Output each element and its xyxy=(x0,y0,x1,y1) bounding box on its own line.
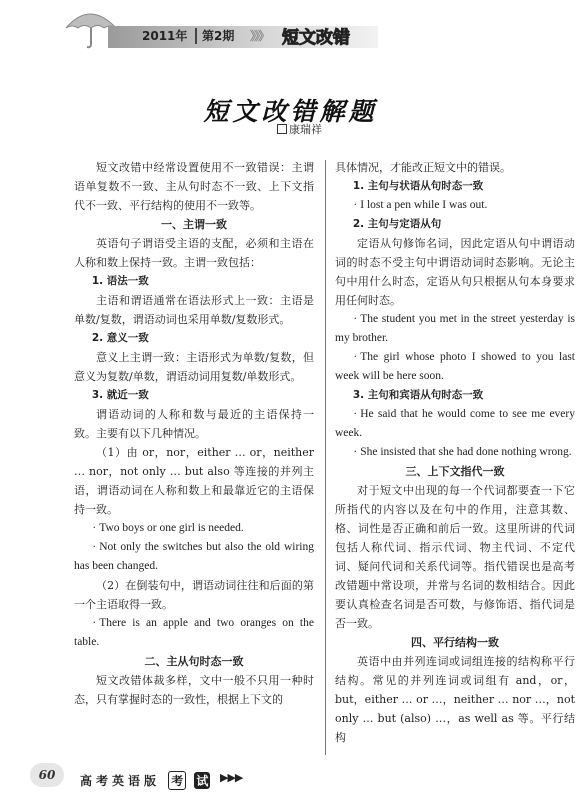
paragraph: 意义上主谓一致：主语形式为单数/复数，但意义为复数/单数，谓语动词用复数/单数形式。 xyxy=(74,351,314,383)
example-sentence: · Not only the switches but also the old wiring has been changed. xyxy=(74,541,314,572)
footer-arrows-icon: ▶▶▶ xyxy=(220,771,243,784)
example-sentence: · She insisted that she had done nothing wrong. xyxy=(353,446,572,458)
paragraph: 短文改错体裁多样，文中一般不只用一种时态，只有掌握时态的一致性，根据上下文的 xyxy=(74,674,314,706)
magazine-name-key: 试 xyxy=(196,774,209,788)
paragraph: 对于短文中出现的每一个代词都要查一下它所指代的内容以及在句中的作用，注意其数、格、词性是否正确和前后一致。这里所讲的代词包括人称代词、指示代词、物主代词、不定代词、疑问代词和关系代词等。指代错误也是高考改错题中常设项，并常与名词的数相结合。因此要认真检查名词是否可数，与修饰语、指代词是否一致。 xyxy=(335,484,575,630)
subsection-heading: 2. 意义一致 xyxy=(91,332,149,344)
example-sentence: · The girl whose photo I showed to you last week will be here soon. xyxy=(335,351,575,382)
page-number: 60 xyxy=(30,763,64,787)
author-name: 康瑞祥 xyxy=(289,123,322,136)
paragraph: 定语从句修饰名词，因此定语从句中谓语动词的时态不受主句中谓语动词时态影响。无论主句中用什么时态，定语从句只根据从句本身要求用任何时态。 xyxy=(335,237,575,307)
paragraph: （2）在倒装句中，谓语动词往往和后面的第一个主语取得一致。 xyxy=(74,579,314,611)
header-issue: 第2期 xyxy=(202,29,235,43)
example-sentence: · The student you met in the street yesterday is my brother. xyxy=(335,313,575,344)
paragraph: 英语中由并列连词或词组连接的结构称平行结构。常见的并列连词或词组有 and，or，but，either … or …，neither … nor …，not only … but (also) …，as well as 等。平行结构 xyxy=(335,655,575,744)
example-sentence: · There is an apple and two oranges on the table. xyxy=(74,617,314,648)
article-title: 短文改错解题 xyxy=(203,97,378,126)
subsection-heading: 3. 主句和宾语从句时态一致 xyxy=(352,389,484,401)
subsection-heading: 3. 就近一致 xyxy=(91,389,149,401)
paragraph: （1）由 or，nor，either … or，neither … nor，not only … but also 等连接的并列主语，谓语动词在人称和数上和最靠近它的主语保持一致。 xyxy=(74,446,314,516)
paragraph: 英语句子谓语受主语的支配，必须和主语在人称和数上保持一致。主谓一致包括： xyxy=(74,237,314,269)
author-line xyxy=(277,121,322,137)
magazine-name-key: 考 xyxy=(168,771,186,790)
example-sentence: · I lost a pen while I was out. xyxy=(353,199,488,211)
paragraph: 主语和谓语通常在语法形式上一致：主语是单数/复数，谓语动词也采用单数/复数形式。 xyxy=(74,294,314,326)
header-separator xyxy=(195,28,197,44)
author-box-icon xyxy=(277,124,287,134)
right-column xyxy=(335,158,575,747)
subsection-heading: 2. 主句与定语从句 xyxy=(352,218,442,230)
header-year: 2011年 xyxy=(142,29,188,43)
header-arrows: 》》》 xyxy=(250,29,269,43)
subsection-heading: 1. 主句与状语从句时态一致 xyxy=(352,180,484,192)
intro-paragraph: 短文改错中经常设置使用不一致错误：主谓语单复数不一致、主从句时态不一致、上下文指代不一致、平行结构的使用不一致等。 xyxy=(74,161,314,212)
section-heading: 四、平行结构一致 xyxy=(411,636,499,649)
column-divider xyxy=(325,160,326,755)
header-column-name: 短文改错 xyxy=(282,28,350,48)
paragraph: 谓语动词的人称和数与最近的主语保持一致。主要有以下几种情况。 xyxy=(74,408,314,440)
example-sentence: · He said that he would come to see me every week. xyxy=(335,408,575,439)
section-heading: 一、主谓一致 xyxy=(161,218,227,231)
example-sentence: · Two boys or one girl is needed. xyxy=(92,522,244,534)
section-heading: 三、上下文指代一致 xyxy=(405,465,505,478)
left-column xyxy=(74,158,314,709)
paragraph: 具体情况，才能改正短文中的错误。 xyxy=(335,161,511,174)
page-header xyxy=(0,0,581,60)
subsection-heading: 1. 语法一致 xyxy=(91,275,149,287)
section-heading: 二、主从句时态一致 xyxy=(144,655,244,668)
magazine-name: 高考英语版 考 试 xyxy=(80,771,210,790)
